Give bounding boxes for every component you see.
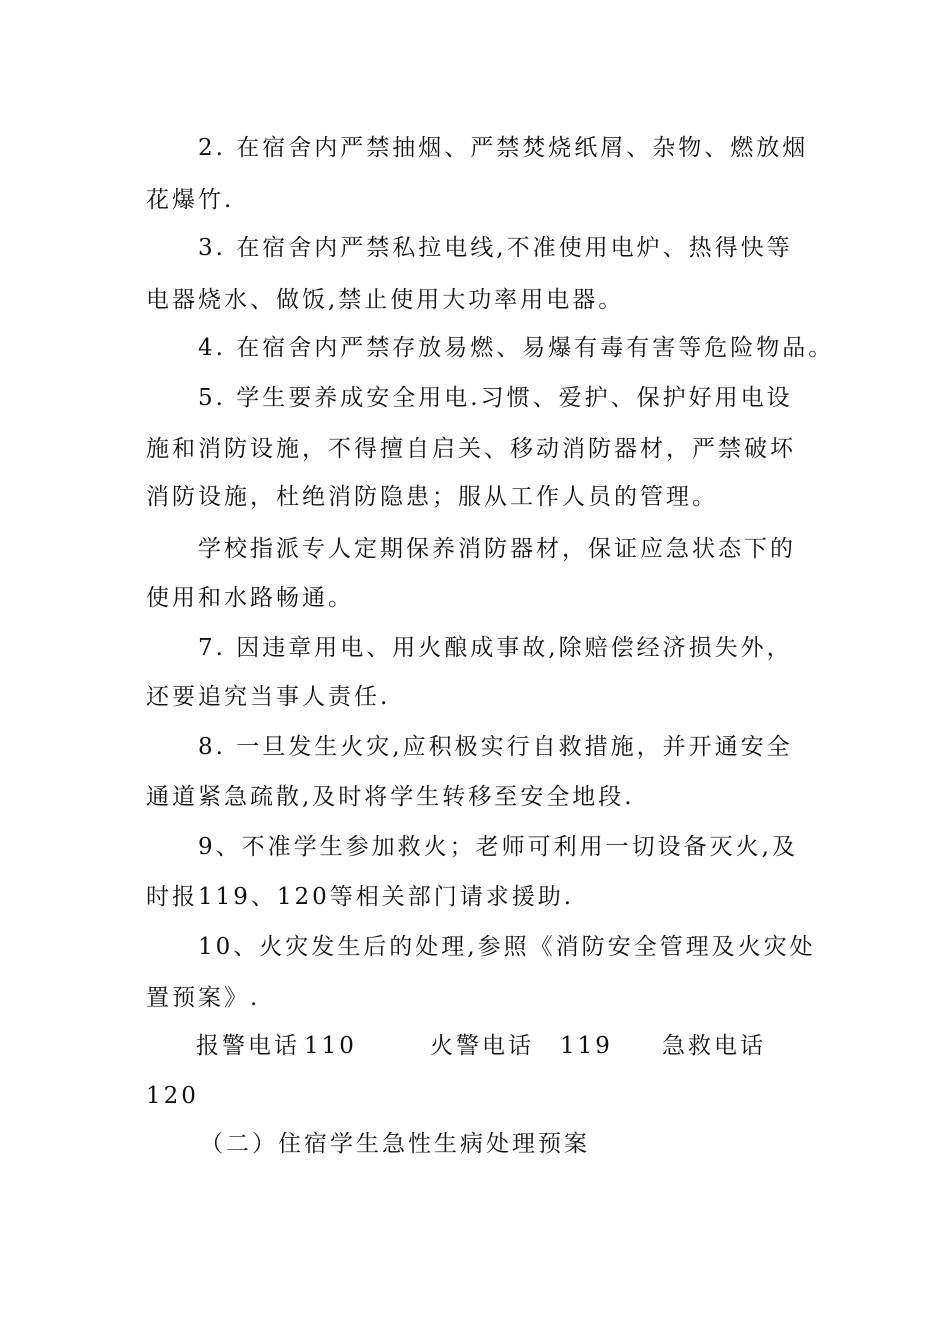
police-phone-label: 报警电话 bbox=[196, 1033, 300, 1059]
text-line: 10、火灾发生后的处理,参照《消防安全管理及火灾处 bbox=[198, 934, 816, 960]
fire-phone-number: 119 bbox=[560, 1033, 613, 1059]
police-phone bbox=[196, 1030, 357, 1062]
text-line: 通道紧急疏散,及时将学生转移至安全地段. bbox=[146, 784, 635, 810]
ambulance-phone-number: 120 bbox=[146, 1083, 199, 1109]
text-line: 8. 一旦发生火灾,应积极实行自救措施，并开通安全 bbox=[198, 734, 793, 760]
text-line: 3. 在宿舍内严禁私拉电线,不准使用电炉、热得快等 bbox=[198, 235, 793, 261]
text-line: 电器烧水、做饭,禁止使用大功率用电器。 bbox=[146, 287, 625, 313]
text-line: 花爆竹. bbox=[146, 187, 235, 213]
text-line: 时报119、120等相关部门请求援助. bbox=[146, 884, 575, 910]
text-line: 学校指派专人定期保养消防器材，保证应急状态下的 bbox=[198, 536, 796, 562]
text-line: 9、不准学生参加救火；老师可利用一切设备灭火,及 bbox=[198, 834, 798, 860]
text-line: 施和消防设施，不得擅自启关、移动消防器材，严禁破坏 bbox=[146, 436, 796, 462]
fire-phone-label: 火警电话 bbox=[430, 1033, 534, 1059]
text-line: 5. 学生要养成安全用电.习惯、爱护、保护好用电设 bbox=[198, 385, 793, 411]
text-line: 2. 在宿舍内严禁抽烟、严禁焚烧纸屑、杂物、燃放烟 bbox=[198, 135, 809, 161]
fire-phone bbox=[430, 1030, 613, 1062]
text-line: 使用和水路畅通。 bbox=[146, 585, 354, 611]
text-line: 7. 因违章用电、用火酿成事故,除赔偿经济损失外， bbox=[198, 635, 793, 661]
police-phone-number: 110 bbox=[304, 1033, 357, 1059]
text-line: 消防设施，杜绝消防隐患；服从工作人员的管理。 bbox=[146, 484, 718, 510]
text-line: 4. 在宿舍内严禁存放易燃、易爆有毒有害等危险物品。 bbox=[198, 335, 835, 361]
text-line: 还要追究当事人责任. bbox=[146, 684, 391, 710]
section-heading: （二）住宿学生急性生病处理预案 bbox=[200, 1131, 590, 1157]
ambulance-phone-label: 急救电话 bbox=[662, 1033, 766, 1059]
text-line: 置预案》. bbox=[146, 985, 261, 1011]
